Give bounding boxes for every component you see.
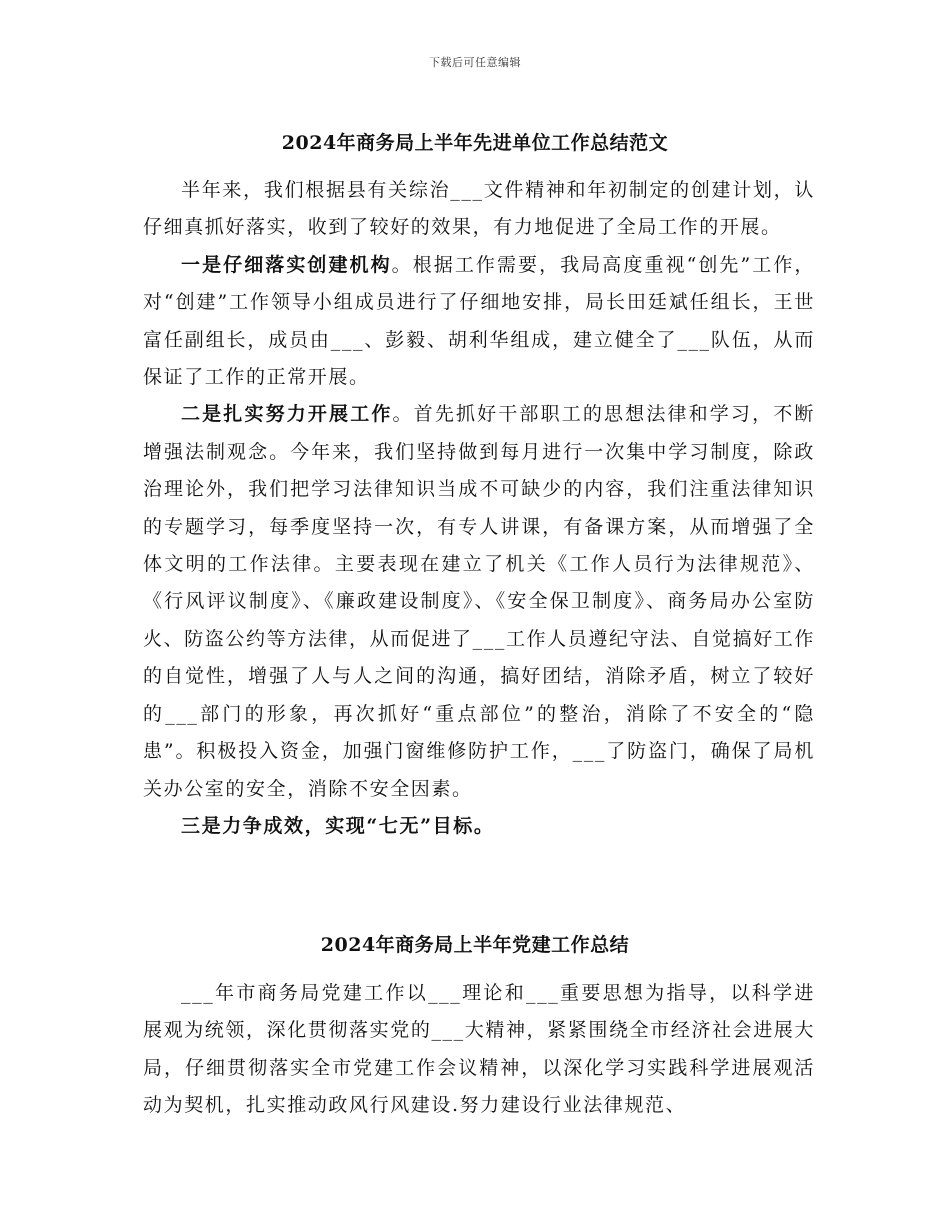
section-text-1: 。根据工作需要，我局高度重视“创先”工作，对“创建”工作领导小组成员进行了仔细地安排，局长田廷斌任组长，王世富任副组长，成员由___、彭毅、胡利华组成，建立健全了___队伍，从而保证了工作的正常开展。 — [143, 253, 815, 389]
article-body-1 — [143, 172, 815, 845]
article-title-1: 2024年商务局上半年先进单位工作总结范文 — [281, 132, 669, 154]
article-body-2 — [143, 975, 815, 1125]
section-lead-2: 二是扎实努力开展工作 — [181, 403, 393, 426]
section-paragraph-3: 三是力争成效，实现“七无”目标。 — [181, 814, 495, 837]
intro-paragraph-2: ___年市商务局党建工作以___理论和___重要思想为指导，以科学进展观为统领，深化贯彻落实党的___大精神，紧紧围绕全市经济社会进展大局，仔细贯彻落实全市党建工作会议精神，以深化学习实践科学进展观活动为契机，扎实推动政风行风建设.努力建设行业法律规范、 — [143, 982, 815, 1117]
section-lead-1: 一是仔细落实创建机构 — [181, 253, 392, 276]
section-paragraph-2 — [143, 396, 815, 807]
intro-paragraph: 半年来，我们根据县有关综治___文件精神和年初制定的创建计划，认仔细真抓好落实，收到了较好的效果，有力地促进了全局工作的开展。 — [143, 179, 815, 239]
section-text-2: 。首先抓好干部职工的思想法律和学习，不断增强法制观念。今年来，我们坚持做到每月进行一次集中学习制度，除政治理论外，我们把学习法律知识当成不可缺少的内容，我们注重法律知识的专题学习，每季度坚持一次，有专人讲课，有备课方案，从而增强了全体文明的工作法律。主要表现在建立了机关《工作人员行为法律规范》、《行风评议制度》、《廉政建设制度》、《安全保卫制度》、商务局办公室防火、防盗公约等方法律，从而促进了___工作人员遵纪守法、自觉搞好工作的自觉性，增强了人与人之间的沟通，搞好团结，消除矛盾，树立了较好的___部门的形象，再次抓好“重点部位”的整治，消除了不安全的“隐患”。积极投入资金，加强门窗维修防护工作，___了防盗门，确保了局机关办公室的安全，消除不安全因素。 — [143, 403, 815, 800]
article-title-2: 2024年商务局上半年党建工作总结 — [320, 934, 630, 956]
header-note: 下载后可任意编辑 — [429, 56, 521, 69]
section-paragraph-1 — [143, 247, 815, 397]
